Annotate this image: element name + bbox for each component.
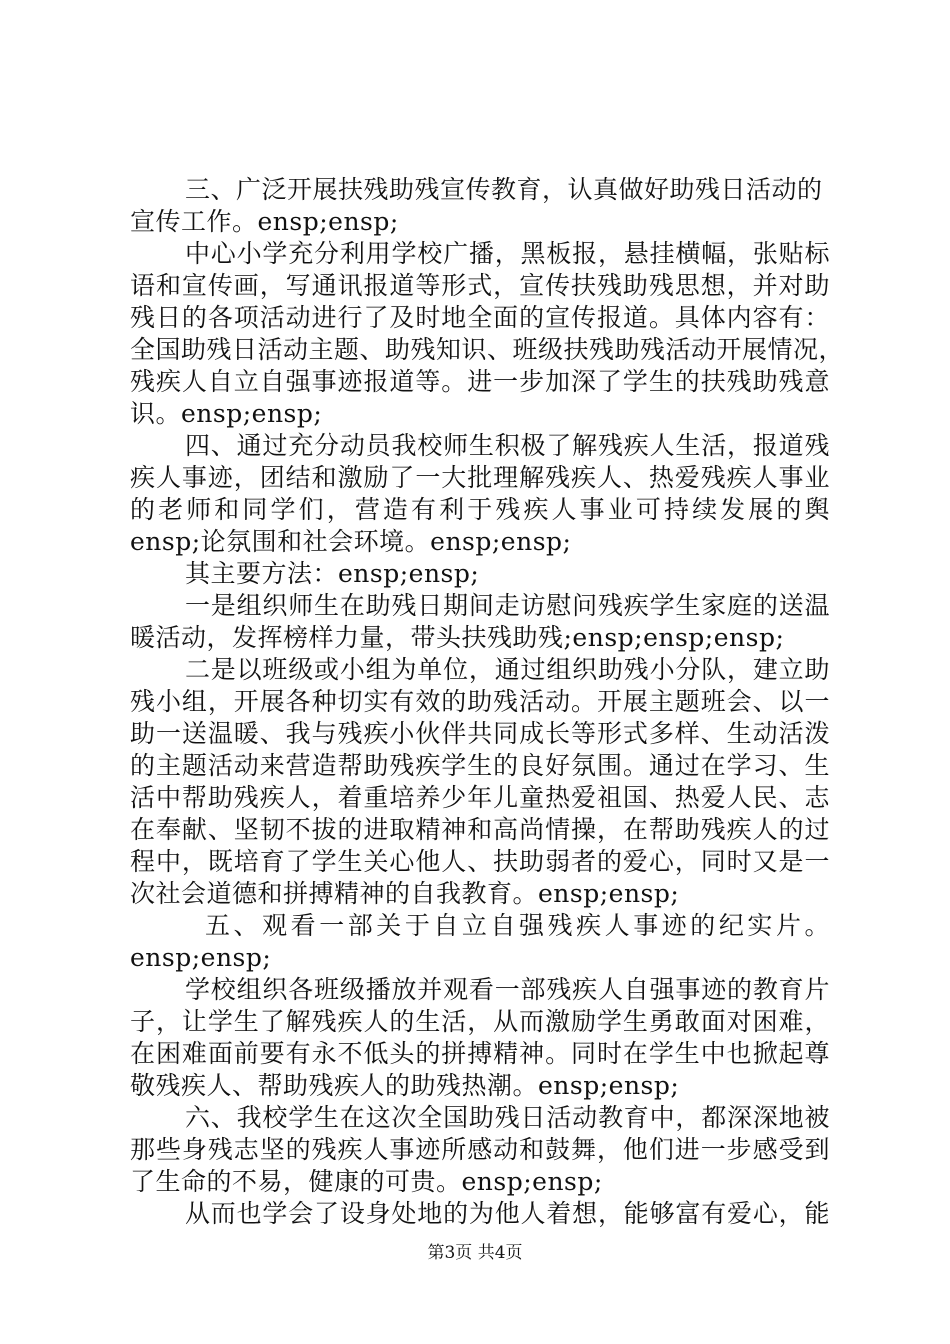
text-line: 三、广泛开展扶残助残宣传教育，认真做好助残日活动的 bbox=[185, 175, 823, 204]
text-line: 六、我校学生在这次全国助残日活动教育中，都深深地被 bbox=[185, 1103, 830, 1132]
text-line: 助一送温暖、我与残疾小伙伴共同成长等形式多样、生动活泼 bbox=[130, 719, 830, 748]
text-line: 在困难面前要有永不低头的拼搏精神。同时在学生中也掀起尊 bbox=[130, 1039, 830, 1068]
text-line: 暖活动，发挥榜样力量，带头扶残助残;ensp;ensp;ensp; bbox=[130, 623, 785, 652]
text-line: 识。ensp;ensp; bbox=[130, 399, 323, 428]
text-line: 活中帮助残疾人，着重培养少年儿童热爱祖国、热爱人民、志 bbox=[130, 783, 830, 812]
text-line: 残小组，开展各种切实有效的助残活动。开展主题班会、以一 bbox=[130, 687, 830, 716]
text-line: 疾人事迹，团结和激励了一大批理解残疾人、热爱残疾人事业 bbox=[130, 463, 830, 492]
text-line: ensp;ensp; bbox=[130, 943, 272, 972]
text-line: 全国助残日活动主题、助残知识、班级扶残助残活动开展情况， bbox=[130, 335, 845, 364]
text-line: 宣传工作。ensp;ensp; bbox=[130, 207, 399, 236]
text-line: 四、通过充分动员我校师生积极了解残疾人生活，报道残 bbox=[185, 431, 830, 460]
text-line: 次社会道德和拼搏精神的自我教育。ensp;ensp; bbox=[130, 879, 680, 908]
text-line: 子，让学生了解残疾人的生活，从而激励学生勇敢面对困难， bbox=[130, 1007, 830, 1036]
text-line: 学校组织各班级播放并观看一部残疾人自强事迹的教育片 bbox=[185, 975, 830, 1004]
text-line: 了生命的不易，健康的可贵。ensp;ensp; bbox=[130, 1167, 603, 1196]
text-line: 的老师和同学们，营造有利于残疾人事业可持续发展的舆 bbox=[130, 495, 830, 524]
text-line: 一是组织师生在助残日期间走访慰问残疾学生家庭的送温 bbox=[185, 591, 830, 620]
text-line: 那些身残志坚的残疾人事迹所感动和鼓舞，他们进一步感受到 bbox=[130, 1135, 830, 1164]
text-line: 在奉献、坚韧不拔的进取精神和高尚情操，在帮助残疾人的过 bbox=[130, 815, 830, 844]
text-line: 从而也学会了设身处地的为他人着想，能够富有爱心，能 bbox=[185, 1199, 830, 1228]
text-line: 五、观看一部关于自立自强残疾人事迹的纪实片。 bbox=[205, 911, 830, 940]
text-line: 其主要方法：ensp;ensp; bbox=[185, 559, 480, 588]
text-line: ensp;论氛围和社会环境。ensp;ensp; bbox=[130, 527, 572, 556]
text-line: 的主题活动来营造帮助残疾学生的良好氛围。通过在学习、生 bbox=[130, 751, 830, 780]
text-line: 程中，既培育了学生关心他人、扶助弱者的爱心，同时又是一 bbox=[130, 847, 830, 876]
page-footer: 第3页 共4页 bbox=[427, 1243, 523, 1263]
text-line: 残疾人自立自强事迹报道等。进一步加深了学生的扶残助残意 bbox=[130, 367, 830, 396]
text-line: 语和宣传画，写通讯报道等形式，宣传扶残助残思想，并对助 bbox=[130, 271, 830, 300]
text-line: 敬残疾人、帮助残疾人的助残热潮。ensp;ensp; bbox=[130, 1071, 680, 1100]
text-line: 中心小学充分利用学校广播，黑板报，悬挂横幅，张贴标 bbox=[185, 239, 830, 268]
text-line: 二是以班级或小组为单位，通过组织助残小分队，建立助 bbox=[185, 655, 830, 684]
text-line: 残日的各项活动进行了及时地全面的宣传报道。具体内容有： bbox=[130, 303, 830, 332]
